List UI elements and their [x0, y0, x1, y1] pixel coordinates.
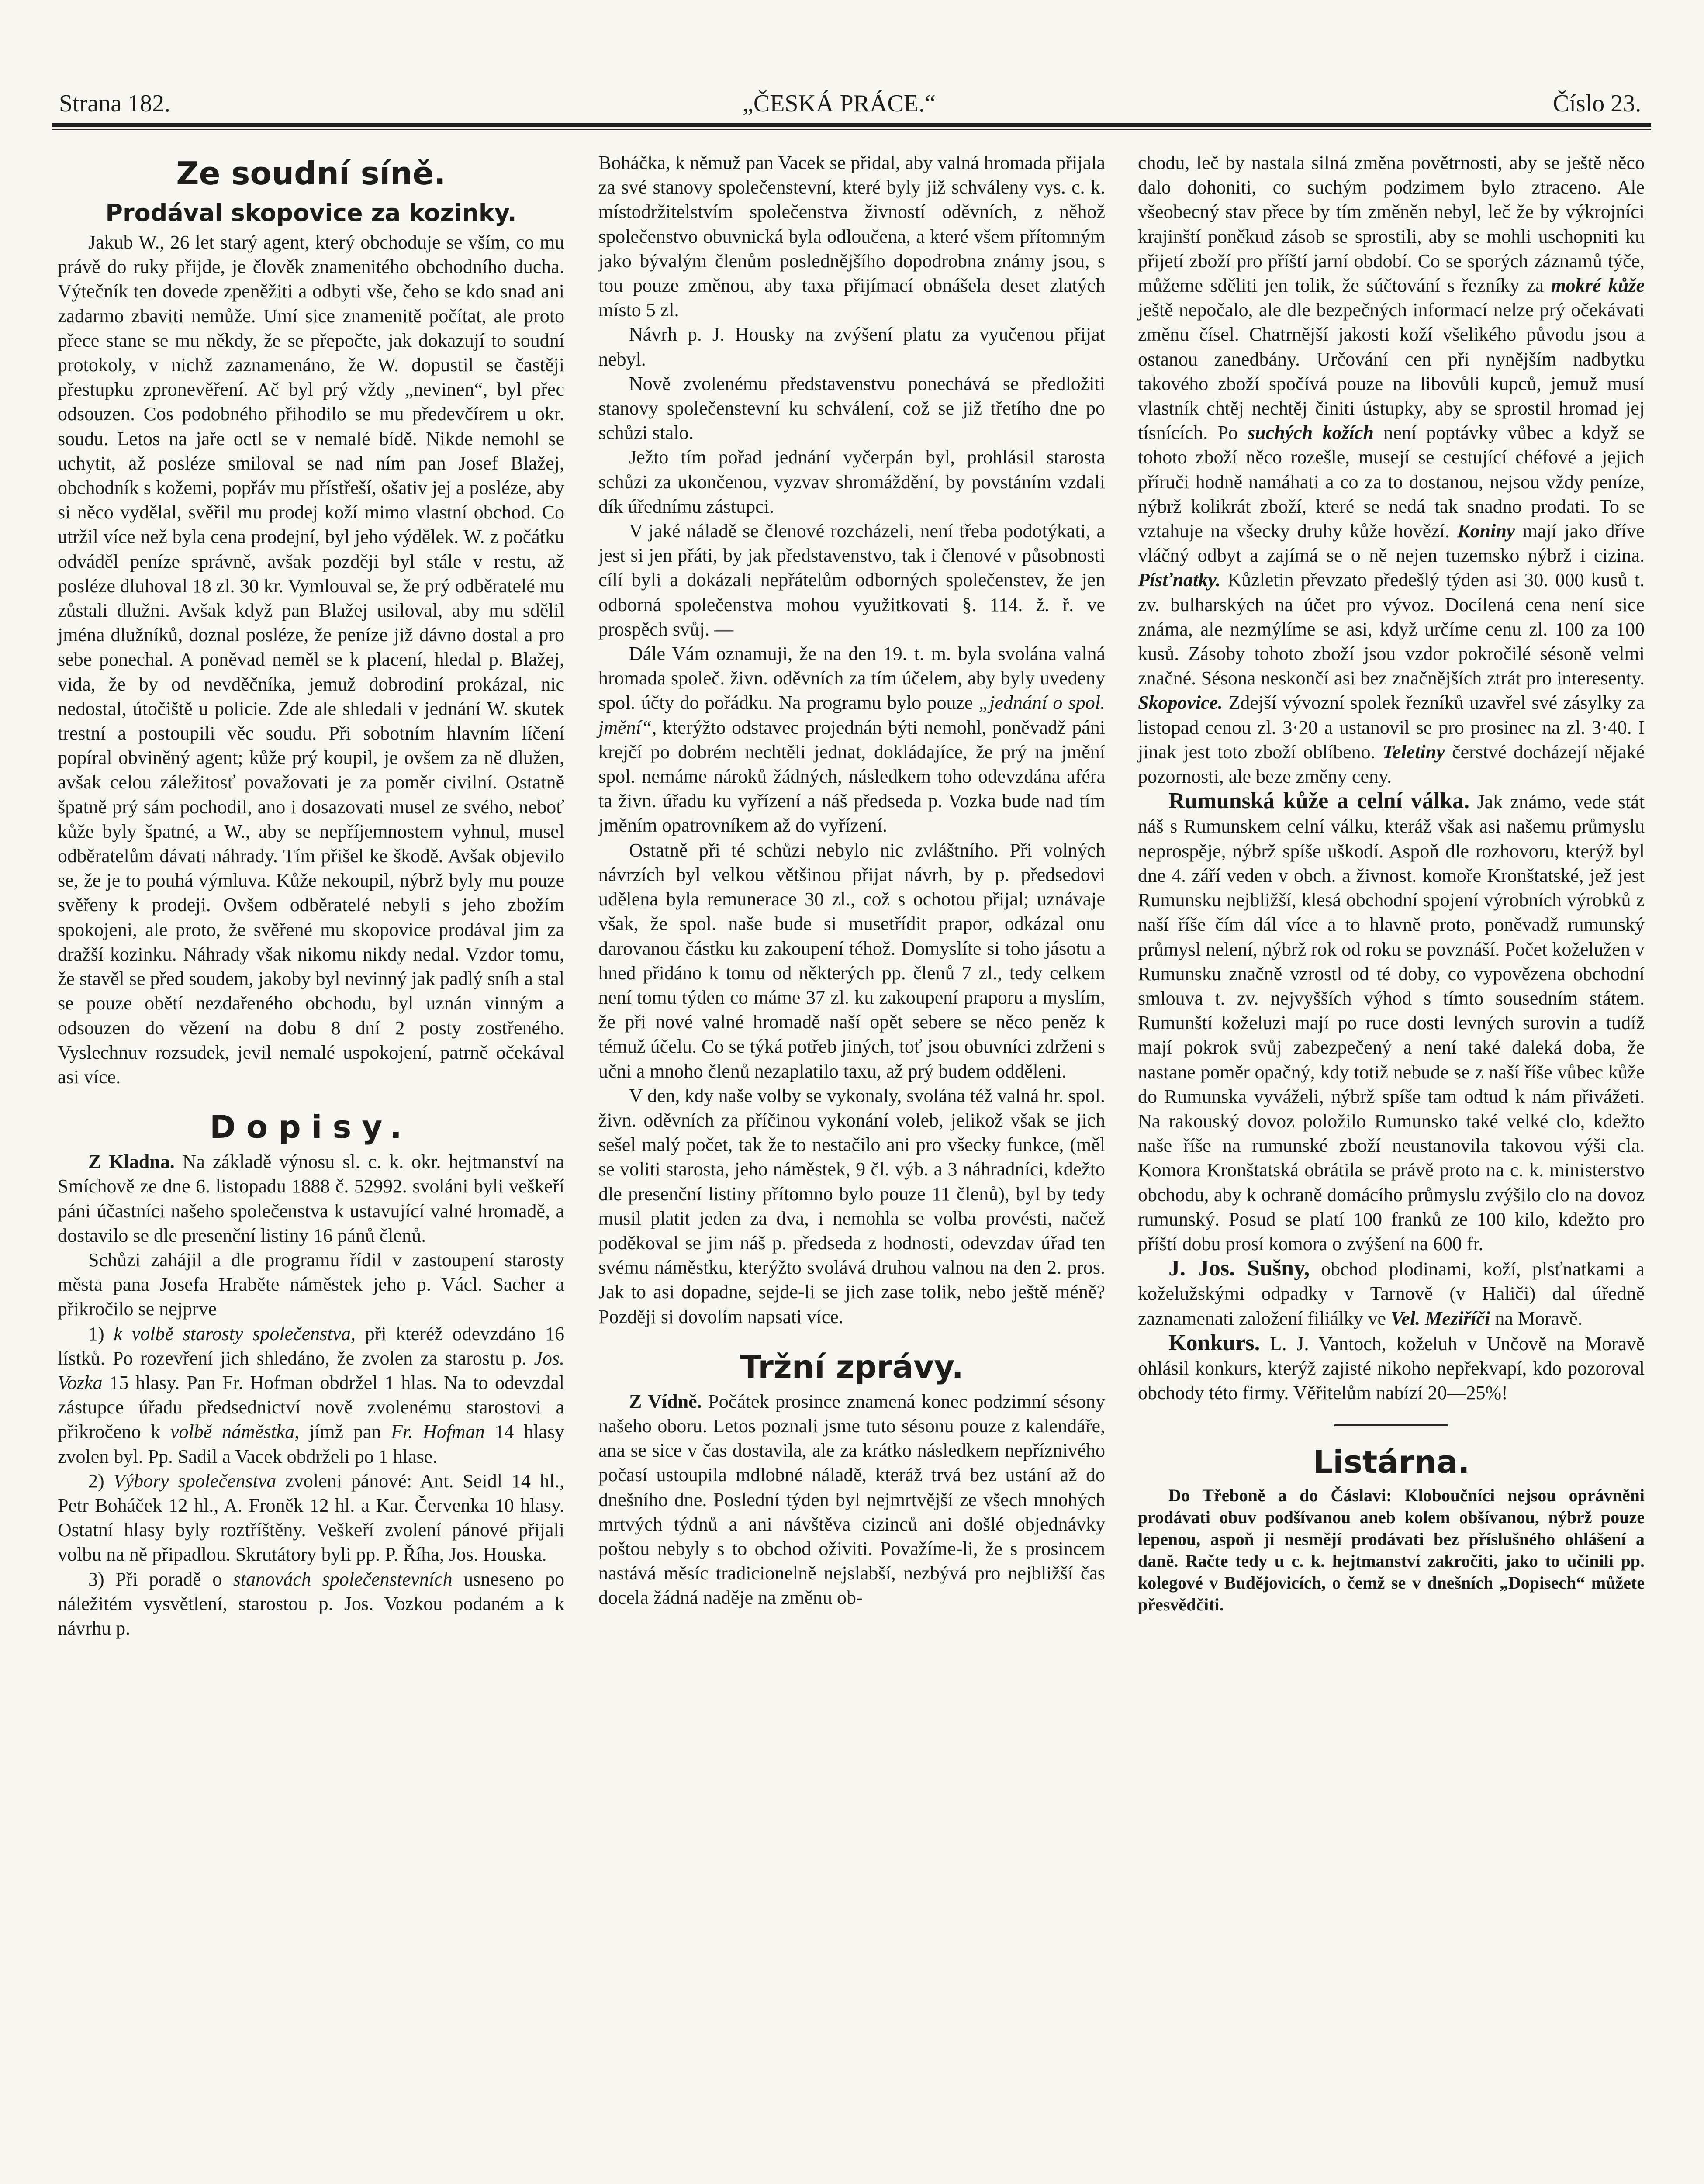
- article-paragraph: Nově zvolenému představenstvu ponechává se předložiti stanovy společenstevní ku schválení, což se již třetího dne po schůzi stalo.: [598, 373, 1105, 444]
- section-title-dopisy: Dopisy.: [210, 1109, 412, 1146]
- article-paragraph: Návrh p. J. Housky na zvýšení platu za vyučenou přijat nebyl.: [598, 324, 1105, 370]
- article-paragraph: Boháčka, k němuž pan Vacek se přidal, aby valná hromada přijala za své stanovy společenstevní, které byly již schváleny vys. c. k. místodržitelstvím společenstva živností oděvních, z něhož společenstvo obuvnická byla odloučena, a které všem přítomným jako bývalým členům poslednějšího dopodrobna známy jsou, s tou pouze změnou, aby taxa přijímací obnášela deset zlatých místo 5 zl.: [598, 152, 1105, 321]
- konkurs-paragraph: Konkurs. L. J. Vantoch, koželuh v Unčově na Moravě ohlásil konkurs, kterýž zajisté nikoho nepřekvapí, kdo pozoroval obchody této firmy. Věřitelům nabízí 20—25%!: [1138, 1330, 1645, 1404]
- column-3: [1138, 151, 1645, 1616]
- rumunska-lead: Rumunská kůže a celní válka.: [1168, 788, 1470, 814]
- article-paragraph: Schůzi zahájil a dle programu řídil v zastoupení starosty města pana Josefa Hraběte náměstek jeho p. Václ. Sacher a přikročilo se nejprve: [58, 1249, 564, 1320]
- article-paragraph: Ježto tím pořad jednání vyčerpán byl, prohlásil starosta schůzi za ukončenou, vyzvav shromáždění, by povstáním vzdali dík úřednímu zástupci.: [598, 446, 1105, 517]
- column-1: [58, 151, 564, 1641]
- issue-number: Číslo 23.: [1553, 90, 1642, 117]
- article-paragraph: 1) k volbě starosty společenstva, při kteréž odevzdáno 16 lístků. Po rozevření jich shledáno, že zvolen za starostu p. Jos. Vozka 15 hlasy. Pan Fr. Hofman obdržel 1 hlas. Na to odevzdal zástupce úřadu předsednictví nově zvolenému starostovi a přikročeno k volbě náměstka, jímž pan Fr. Hofman 14 hlasy zvolen byl. Pp. Sadil a Vacek obdrželi po 1 hlase.: [58, 1323, 565, 1467]
- article-paragraph: 3) Při poradě o stanovách společenstevních usneseno po náležitém vysvětlení, starostou p. Jos. Vozkou podaném a k návrhu p.: [58, 1568, 564, 1639]
- susny-paragraph: J. Jos. Sušny, obchod plodinami, koží, plsťnatkami a koželužskými odpadky v Tarnově (v Haliči) dal úředně zaznamenati založení filiálky ve Vel. Meziříči na Moravě.: [1138, 1256, 1645, 1329]
- header-rule-thin: [52, 129, 1651, 130]
- article-paragraph: Ostatně při té schůzi nebylo nic zvláštního. Při volných návrzích byl velkou většinou přijat návrh, by p. předsedovi udělena byla remunerace 30 zl., což s ochotou přijal; uznávaje však, že spol. naše bude si musetřídit prapor, odkázal onu darovanou částku ku zakoupení téhož. Domyslíte si toho jásotu a hned přidáno k tomu od některých pp. členů 7 zl., tedy celkem není tomu týden co máme 37 zl. ku zakoupení praporu a myslím, že při nové valné hromadě naší opět sebere se něco peněz k témuž účelu. Co se týká potřeb jiných, toť jsou obuvníci zdrženi s učni a mnoho členů nezaplatilo taxu, až prý budem odděleni.: [598, 839, 1105, 1082]
- header-rule: [52, 123, 1651, 127]
- section-title-court: Ze soudní síně.: [176, 155, 446, 192]
- article-paragraph: 2) Výbory společenstva zvoleni pánové: Ant. Seidl 14 hl., Petr Boháček 12 hl., A. Froněk 12 hl. a Kar. Červenka 10 hlasy. Ostatní hlasy byly roztříštěny. Veškeří zvolení pánové přijali volbu na ně připadlou. Skrutátory byli pp. P. Říha, Jos. Houska.: [58, 1470, 565, 1565]
- susny-lead: J. Jos. Sušny,: [1168, 1256, 1310, 1281]
- article-paragraph: Dále Vám oznamuji, že na den 19. t. m. byla svolána valná hromada společ. živn. oděvních za tím účelem, aby byly uvedeny spol. účty do pořádku. Na programu bylo pouze „jednání o spol. jmění“, kterýžto odstavec projednán býti nemohl, poněvadž páni krejčí po dobrém nechtěli jednat, dokládajíce, že prý na jmění spol. nemáme nároků žádných, následkem toho odevzdána aféra ta živn. úřadu ku vyřízení a náš předseda p. Vozka bude nad tím jměním opatrovníkem až do vyřízení.: [598, 643, 1105, 836]
- rumunska-paragraph: Rumunská kůže a celní válka. Jak známo, vede stát náš s Rumunskem celní válku, kteráž však asi našemu průmyslu neprospěje, nýbrž spíše uškodí. Aspoň dle rozhovoru, kterýž byl dne 4. září veden v obch. a živnost. komoře Kronštatské, jež jest Rumunsku nejbližší, klesá obchodní spojení výrobních výrobků z naší říše čím dál více a to hlavně proto, poněvadž rumunský průmysl nelení, nýbrž rok od roku se povznáší. Počet koželužen v Rumunsku značně vzrostl od té doby, co vypovězena obchodní smlouva t. zv. nejvyšších výhod s tímto sousedním státem. Rumunští koželuzi mají po ruce dosti levných surovin a tudíž mají pokrok svůj zabezpečený a není také daleká doba, že nastane poměr opačný, kdy totiž nebude se z naší říše vůbec kůže do Rumunska vyváželi, nýbrž spíše tam odtud k nám přivážeti. Na rakouský dovoz položilo Rumunsko také velké clo, kdežto naše říše na rumunské zboží neustanovila takovou výši cla. Komora Kronštatská obrátila se právě proto na c. k. ministerstvo obchodu, aby k ochraně domácího průmyslu zvýšilo clo na dovoz rumunský. Posud se platí 100 franků ze 100 kilo, kdežto pro příští dobu prosí komora o zvýšení na 600 fr.: [1138, 788, 1645, 1254]
- viden-lead: Z Vídně.: [629, 1390, 702, 1412]
- viden-paragraph: Z Vídně. Počátek prosince znamená konec podzimní sésony našeho oboru. Letos poznali jsme tuto sésonu pouze z kalendáře, ana se sice v čas dostavila, ale za krátko následkem nepříznivého počasí ustoupila mdlobné náladě, kteráž trvá bez ustání až do dnešního dne. Poslední týden byl nejmrtvější ze všech mnohých mrtvých týdnů a ani návštěva cizinců ani došlé objednávky poštou nebyly s to obchod oživiti. Považíme-li, že s prosincem nastává měsíc tradicionelně nejslabší, nezbývá pro nejbližší čas docela žádná naděje na změnu ob-: [598, 1390, 1105, 1609]
- listarna-paragraph: Do Třeboně a do Čáslavi: Kloboučníci nejsou oprávněni prodávati obuv podšívanou aneb kolem obšívanou, nýbrž pouze lepenou, aspoň ji nesmějí prodávati bez příslušného ohlášení a daně. Račte tedy u c. k. hejtmanství zakročiti, jako to učinili pp. kolegové v Budějovicích, o čemž se v dnešních „Dopisech“ můžete přesvědčiti.: [1138, 1486, 1645, 1615]
- kladno-lead: Z Kladna.: [88, 1151, 175, 1173]
- page-number: Strana 182.: [59, 90, 171, 117]
- article-paragraph: V den, kdy naše volby se vykonaly, svolána též valná hr. spol. živn. oděvních za příčinou vykonání voleb, jelikož však se jich sešel malý počet, tak že to nestačilo ani pro všecky funkce, (měl se voliti starosta, jeho náměstek, 9 čl. výb. a 3 náhradníci, kdežto dle presenční listiny přítomno bylo pouze 11 členů), byl by tedy musil platit jeden za dva, i nemohla se volba provésti, načež poděkoval se jim náš p. předseda z hodnosti, odevzdav úřad ten svému náměstku, kterýžto svolává druhou valnou na den 2. pros. Jak to asi dopadne, sejde-li se jich zase tolik, nebo ještě méně? Později si dovolím napsati více.: [598, 1085, 1106, 1327]
- listarna-lead: Do Třeboně a do Čáslavi:: [1168, 1486, 1392, 1506]
- section-title-market: Tržní zprávy.: [740, 1348, 964, 1385]
- article-title-skopovice: Prodával skopovice za kozinky.: [105, 199, 517, 227]
- section-title-listarna: Listárna.: [1313, 1444, 1470, 1481]
- article-paragraph: Jakub W., 26 let starý agent, který obchoduje se vším, co mu právě do ruky přijde, je člověk znamenitého obchodního ducha. Výtečník ten dovede zpeněžiti a odbyti vše, čeho se kdo snad ani zadarmo zbaviti nemůže. Umí sice znamenitě počítat, ale proto přece stane se mu někdy, že se přepočte, jak dokazují to soudní protokoly, v nichž zaznamenáno, že W. dopustil se častěji přestupku zpronevěření. Ač byl prý vždy „nevinen“, byl přec odsouzen. Cos podobného přihodilo se mu předevčírem u okr. soudu. Letos na jaře octl se v nemalé bídě. Nikde nemohl se uchytit, až posléze smiloval se nad ním pan Josef Blažej, obchodník s kožemi, popřáv mu přístřeší, ošativ jej a posléze, aby si něco vydělal, svěřil mu prodej koží mimo vlastní obchod. Co utržil více než byla cena prodejní, byl jeho výdělek. W. z počátku odváděl peníze správně, avšak později byl stále v restu, až posléze dluhoval 18 zl. 30 kr. Vymlouval se, že prý odběratelé mu zůstali dlužni. Avšak když pan Blažej usiloval, aby mu sdělil jména dlužníků, doznal posléze, že peníze již dávno dostal a pro sebe ponechal. A poněvad neměl se k placení, hledal p. Blažej, vida, že by od nevděčníka, jemuž dobrodiní prokázal, nic nedostal, útočiště u policie. Zde ale shledali v jednání W. skutek trestní a postoupili věc soudu. Při sobotním hlavním líčení popíral obviněný agent; kůže prý koupil, je ovšem za ně dlužen, avšak celou záležitosť považovati je za poměr civilní. Ostatně špatně prý sám pochodil, ano i dosazovati musel ze svého, neboť kůže byly špatné, a W., aby se nepříjemnostem vyhnul, musel odběratelům dávati náhrady. Tím přišel ke škodě. Avšak objevilo se, že je to pouhá výmluva. Kůže nekoupil, nýbrž byly mu pouze svěřeny k prodeji. Ovšem odběratelé nebyli s jeho zbožím spokojeni, ale proto, že svěřené mu skopovice prodával jim za dražší kozinku. Náhrady však nikomu nikdy nedal. Vzdor tomu, že stavěl se před soudem, jakoby byl nevinný jak padlý sníh a stal se pouze obětí nezdařeného obchodu, byl uznán vinným a odsouzen do vězení na dobu 8 dní 2 posty zostřeného. Vyslechnuv rozsudek, jevil nemalé uspokojení, patrně očekával asi více.: [58, 232, 565, 1088]
- masthead-title: „ČESKÁ PRÁCE.“: [743, 90, 936, 117]
- column-2: [598, 151, 1105, 1610]
- section-divider: [1334, 1424, 1448, 1426]
- article-paragraph: chodu, leč by nastala silná změna povětrnosti, aby se ještě něco dalo dohoniti, co suchým podzimem bylo ztraceno. Ale všeobecný stav přece by tím změněn nebyl, leč že by výkrojníci krajinští poněkud zásob se sprostili, aby se mohli uschopniti ku přijetí zboží pro příští jarní období. Co se sporých záznamů týče, můžeme sděliti jen tolik, že súčtování s řezníky za mokré kůže ještě nepočalo, ale dle bezpečných informací nelze prý očekávati změnu čísel. Chatrnější jakosti koží všelikého původu jsou a ostanou zanedbány. Určování cen při nynějším nadbytku takového zboží spočívá pouze na libovůli kupců, jemuž musí vlastník chtěj nechtěj činiti ústupky, aby se sprostil hromad jej tísnících. Po suchých kožích není poptávky vůbec a když se tohoto zboží něco rozešle, musejí se cestující chéfové a jejich příruči hodně namáhati a co za to dostanou, nejsou vždy peníze, nýbrž kolikrát zboží, které se nedá tak snadno prodati. To se vztahuje na všecky druhy kůže hovězí. Koniny mají jako dříve vláčný odbyt a zajímá se o ně nejen tuzemsko nýbrž i cizina. Písťnatky. Kůzletin převzato předešlý týden asi 30. 000 kusů t. zv. bulharských na účet pro vývoz. Docílená cena není sice známa, ale nezmýlíme se asi, když určíme cenu zl. 100 za 100 kusů. Zásoby tohoto zboží jsou vzdor pokročilé sésoně velmi značné. Sésona neskončí asi bez značnějších ztrát pro interesenty. Skopovice. Zdejší vývozní spolek řezníků uzavřel své zásylky za listopad cenou zl. 3·20 a ustanovil se pro prosinec na zl. 3·40. I jinak jest toto zboží oblíbeno. Teletiny čerstvé docházejí nějaké pozornosti, ale beze změny ceny.: [1138, 152, 1645, 788]
- kladno-paragraph: Z Kladna. Na základě výnosu sl. c. k. okr. hejtmanství na Smíchově ze dne 6. listopadu 1888 č. 52992. svoláni byli veškeří páni účastníci našeho společenstva k ustavující valné hromadě, a dostavilo se dle presenční listiny 16 pánů členů.: [58, 1151, 564, 1246]
- article-paragraph: V jaké náladě se členové rozcházeli, není třeba podotýkati, a jest si jen přáti, by jak představenstvo, tak i členové v působnosti cílí byli a dokázali nepřátelům odborných společenstev, že jen odborná společenstva mohou využitkovati §. 114. ž. ř. ve prospěch svůj. —: [598, 520, 1105, 640]
- konkurs-lead: Konkurs.: [1168, 1330, 1260, 1355]
